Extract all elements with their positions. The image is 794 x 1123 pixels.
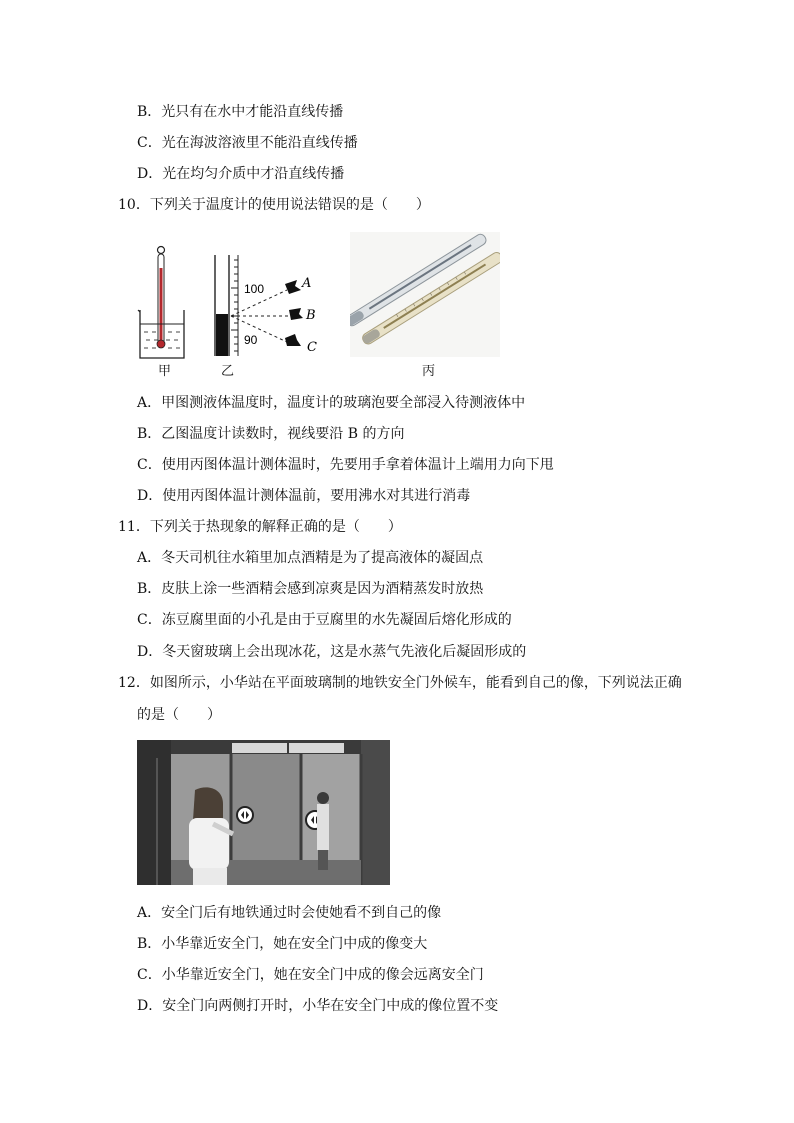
figure-jia-beaker-thermometer [132,240,202,362]
q11-option-a: A．冬天司机往水箱里加点酒精是为了提高液体的凝固点 [137,550,484,566]
q12-stem-line2: 的是（ ） [137,707,221,723]
q10-option-a: A．甲图测液体温度时，温度计的玻璃泡要全部浸入待测液体中 [137,395,526,411]
q12-option-c: C．小华靠近安全门，她在安全门中成的像会远离安全门 [137,967,484,983]
q9-option-b: B．光只有在水中才能沿直线传播 [137,104,344,120]
q9-option-c: C．光在海波溶液里不能沿直线传播 [137,135,358,151]
q10-option-c: C．使用丙图体温计测体温时，先要用手拿着体温计上端用力向下甩 [137,457,554,473]
scale-label-100: 100 [244,282,265,296]
q10-option-b: B．乙图温度计读数时，视线要沿 B 的方向 [137,426,405,442]
figure-label-yi: 乙 [221,364,235,379]
q12-option-b: B．小华靠近安全门，她在安全门中成的像变大 [137,936,428,952]
figure-label-bing: 丙 [422,364,436,379]
eye-label-b: B [306,308,316,323]
q12-stem-line1: 12．如图所示，小华站在平面玻璃制的地铁安全门外候车，能看到自己的像，下列说法正确 [118,675,682,691]
eye-label-a: A [302,276,312,291]
figure-bing-clinical-thermometers [350,232,500,357]
figure-subway-safety-door-photo [137,740,390,885]
q12-option-a: A．安全门后有地铁通过时会使她看不到自己的像 [137,905,442,921]
eye-label-c: C [307,340,317,355]
q11-option-b: B．皮肤上涂一些酒精会感到凉爽是因为酒精蒸发时放热 [137,581,484,597]
figure-label-jia: 甲 [158,364,172,379]
q11-stem: 11．下列关于热现象的解释正确的是（ ） [118,519,402,535]
q12-option-d: D．安全门向两侧打开时，小华在安全门中成的像位置不变 [137,998,499,1014]
eye-icon [285,280,303,346]
q11-option-c: C．冻豆腐里面的小孔是由于豆腐里的水先凝固后熔化形成的 [137,612,512,628]
q10-option-d: D．使用丙图体温计测体温前，要用沸水对其进行消毒 [137,488,471,504]
q10-stem: 10．下列关于温度计的使用说法错误的是（ ） [118,197,430,213]
figure-yi-scale-reading [205,250,325,362]
q9-option-d: D．光在均匀介质中才沿直线传播 [137,166,345,182]
scale-label-90: 90 [244,333,258,347]
q11-option-d: D．冬天窗玻璃上会出现冰花，这是水蒸气先液化后凝固形成的 [137,644,527,660]
